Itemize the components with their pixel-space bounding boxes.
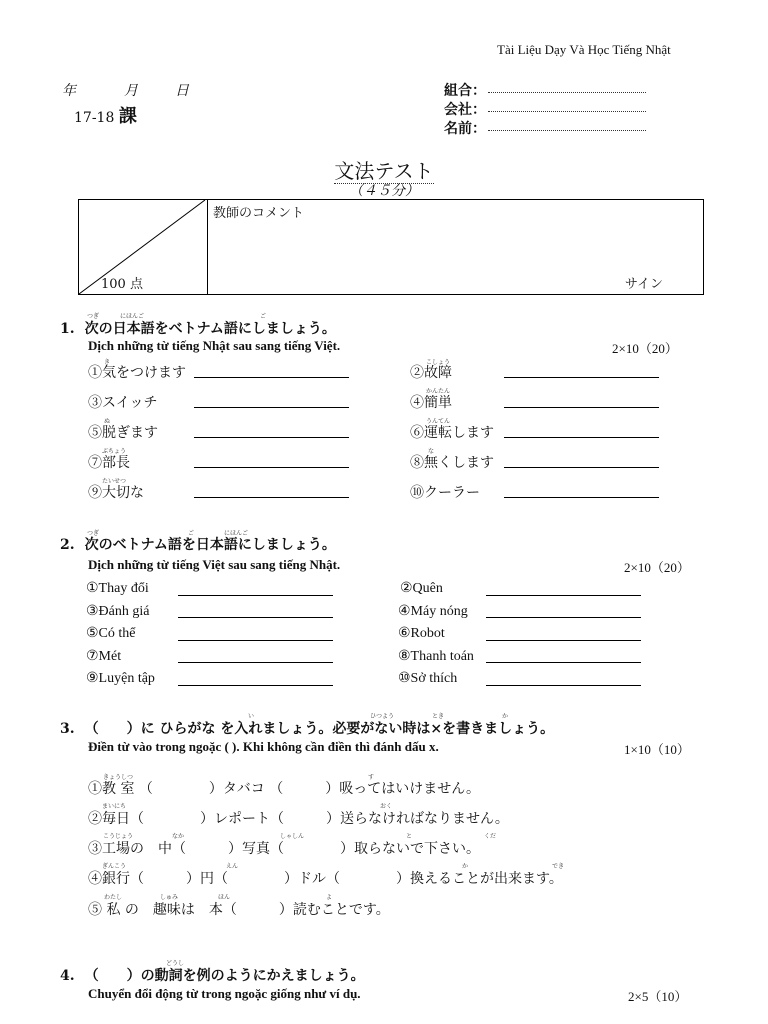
s3-item-5: ⑤ 私 の 趣味は 本（ ）読むことです。: [88, 902, 390, 918]
teacher-comment-label: 教師のコメント: [213, 206, 305, 221]
name-field[interactable]: [444, 118, 646, 138]
section-2-score: 2×10（20）: [624, 560, 690, 575]
furigana: なか: [172, 833, 185, 840]
furigana: にほんご: [120, 313, 145, 320]
furigana: まいにち: [102, 803, 127, 810]
group-blank[interactable]: [488, 92, 646, 93]
group-label: 組合：: [444, 83, 486, 99]
s3-item-4: ④銀行（ ）円（ ）ドル（ ）換えることが出来ます。: [88, 871, 563, 887]
furigana: か: [462, 863, 469, 870]
answer-line[interactable]: [178, 617, 333, 618]
section-1-score: 2×10（20）: [612, 341, 678, 356]
furigana: きょうしつ: [103, 774, 134, 781]
s2-item-6: ⑥Robot: [398, 626, 445, 641]
furigana: かんたん: [426, 388, 451, 395]
furigana: わたし: [104, 894, 123, 901]
furigana: くだ: [484, 833, 497, 840]
section-instruction: 次のベトナム語を日本語にしましょう。: [84, 537, 336, 553]
section-3-score: 1×10（10）: [624, 742, 690, 757]
s2-item-9: ⑨Luyện tập: [86, 671, 155, 686]
s2-item-8: ⑧Thanh toán: [398, 649, 474, 664]
day-label: 日: [175, 83, 189, 99]
furigana: ぎんこう: [102, 863, 127, 870]
answer-line[interactable]: [504, 467, 659, 468]
furigana: き: [104, 359, 111, 366]
furigana: つぎ: [87, 530, 100, 537]
company-blank[interactable]: [488, 111, 646, 112]
furigana: こうじょう: [103, 833, 134, 840]
s3-item-2: ②毎日（ ）レポート（ ）送らなければなりません。: [88, 811, 509, 827]
answer-line[interactable]: [194, 497, 349, 498]
s1-item-1: ①気をつけます: [88, 365, 186, 381]
furigana: よ: [326, 894, 333, 901]
answer-line[interactable]: [486, 662, 641, 663]
duration: （４５分）: [349, 183, 419, 199]
name-blank[interactable]: [488, 130, 646, 131]
furigana: ぬ: [104, 418, 111, 425]
furigana: たいせつ: [102, 478, 127, 485]
site-header: Tài Liệu Dạy Và Học Tiếng Nhật: [497, 42, 671, 57]
answer-line[interactable]: [194, 407, 349, 408]
s2-item-3: ③Đánh giá: [86, 604, 150, 619]
furigana: でき: [552, 863, 565, 870]
answer-line[interactable]: [178, 595, 333, 596]
furigana: な: [428, 448, 435, 455]
s2-item-2: ②Quên: [400, 581, 443, 596]
s1-item-6: ⑥運転します: [410, 425, 494, 441]
lesson-number: [74, 102, 137, 128]
section-number: 2.: [60, 537, 75, 553]
section-number: 1.: [60, 321, 75, 337]
month-label: 月: [124, 83, 138, 99]
total-points: 100 点: [101, 277, 143, 292]
s1-item-2: ②故障: [410, 365, 452, 381]
answer-line[interactable]: [486, 640, 641, 641]
s1-item-10: ⑩クーラー: [410, 485, 480, 501]
furigana: にほんご: [224, 530, 249, 537]
furigana: ぶちょう: [102, 448, 127, 455]
furigana: ご: [188, 530, 195, 537]
furigana: か: [502, 713, 509, 720]
section-4-subtitle: Chuyển đổi động từ trong ngoặc giống như ví dụ.: [88, 986, 361, 1001]
answer-line[interactable]: [504, 377, 659, 378]
score-box: [78, 199, 704, 295]
s2-item-10: ⑩Sở thích: [398, 671, 458, 686]
section-2-title: [60, 534, 336, 554]
section-2-subtitle: Dịch những từ tiếng Việt sau sang tiếng Nhật.: [88, 557, 341, 572]
section-instruction: （ ）に ひらがな を入れましょう。必要がない時は×を書きましょう。: [84, 721, 555, 737]
diagonal-line: [79, 200, 207, 296]
answer-line[interactable]: [486, 617, 641, 618]
furigana: ほん: [218, 894, 231, 901]
answer-line[interactable]: [178, 685, 333, 686]
furigana: しゃしん: [280, 833, 305, 840]
lesson-label: 課: [118, 106, 137, 127]
box-divider: [207, 200, 208, 294]
answer-line[interactable]: [504, 407, 659, 408]
section-1-subtitle: Dịch những từ tiếng Nhật sau sang tiếng Việt.: [88, 338, 341, 353]
lesson-range: 17-18: [74, 110, 115, 126]
furigana: つぎ: [87, 313, 100, 320]
furigana: と: [406, 833, 413, 840]
s1-item-3: ③スイッチ: [88, 395, 158, 411]
s1-item-7: ⑦部長: [88, 455, 130, 471]
s1-item-5: ⑤脱ぎます: [88, 425, 158, 441]
section-number: 4.: [60, 968, 75, 984]
company-label: 会社：: [444, 102, 486, 118]
furigana: どうし: [166, 960, 185, 967]
group-field[interactable]: [444, 80, 646, 100]
answer-line[interactable]: [486, 685, 641, 686]
furigana: えん: [226, 863, 239, 870]
furigana: い: [248, 713, 255, 720]
answer-line[interactable]: [194, 377, 349, 378]
name-label: 名前：: [444, 121, 486, 137]
s1-item-4: ④簡単: [410, 395, 452, 411]
answer-line[interactable]: [178, 640, 333, 641]
section-4-title: [60, 965, 365, 985]
year-label: 年: [62, 83, 76, 99]
s1-item-9: ⑨大切な: [88, 485, 144, 501]
s3-item-3: ③工場の 中（ ）写真（ ）取らないで下さい。: [88, 841, 480, 857]
s2-item-7: ⑦Mét: [86, 649, 122, 664]
furigana: おく: [380, 803, 393, 810]
answer-line[interactable]: [194, 467, 349, 468]
s2-item-1: ①Thay đổi: [86, 581, 149, 596]
answer-line[interactable]: [486, 595, 641, 596]
s1-item-8: ⑧無くします: [410, 455, 494, 471]
s2-item-4: ④Máy nóng: [398, 604, 468, 619]
section-3-title: [60, 718, 554, 738]
s2-item-5: ⑤Có thể: [86, 626, 136, 641]
furigana: こしょう: [426, 359, 451, 366]
s3-item-1: ①教 室 （ ）タバコ （ ）吸ってはいけません。: [88, 781, 481, 797]
furigana: ひつよう: [370, 713, 395, 720]
section-number: 3.: [60, 721, 75, 737]
furigana: しゅみ: [160, 894, 179, 901]
page-title: 文法テスト: [334, 159, 434, 183]
answer-line[interactable]: [194, 437, 349, 438]
section-4-score: 2×5（10）: [628, 989, 688, 1004]
furigana: ご: [260, 313, 267, 320]
answer-line[interactable]: [504, 497, 659, 498]
furigana: す: [368, 774, 375, 781]
section-3-subtitle: Điền từ vào trong ngoặc ( ). Khi không cần điền thì đánh dấu x.: [88, 739, 439, 754]
section-1-title: [60, 318, 336, 338]
signature-label: サイン: [624, 277, 663, 292]
company-field[interactable]: [444, 99, 646, 119]
furigana: とき: [432, 713, 445, 720]
section-instruction: 次の日本語をベトナム語にしましょう。: [84, 321, 336, 337]
answer-line[interactable]: [504, 437, 659, 438]
section-instruction: （ ）の動詞を例のようにかえましょう。: [84, 968, 365, 984]
answer-line[interactable]: [178, 662, 333, 663]
furigana: うんてん: [426, 418, 451, 425]
